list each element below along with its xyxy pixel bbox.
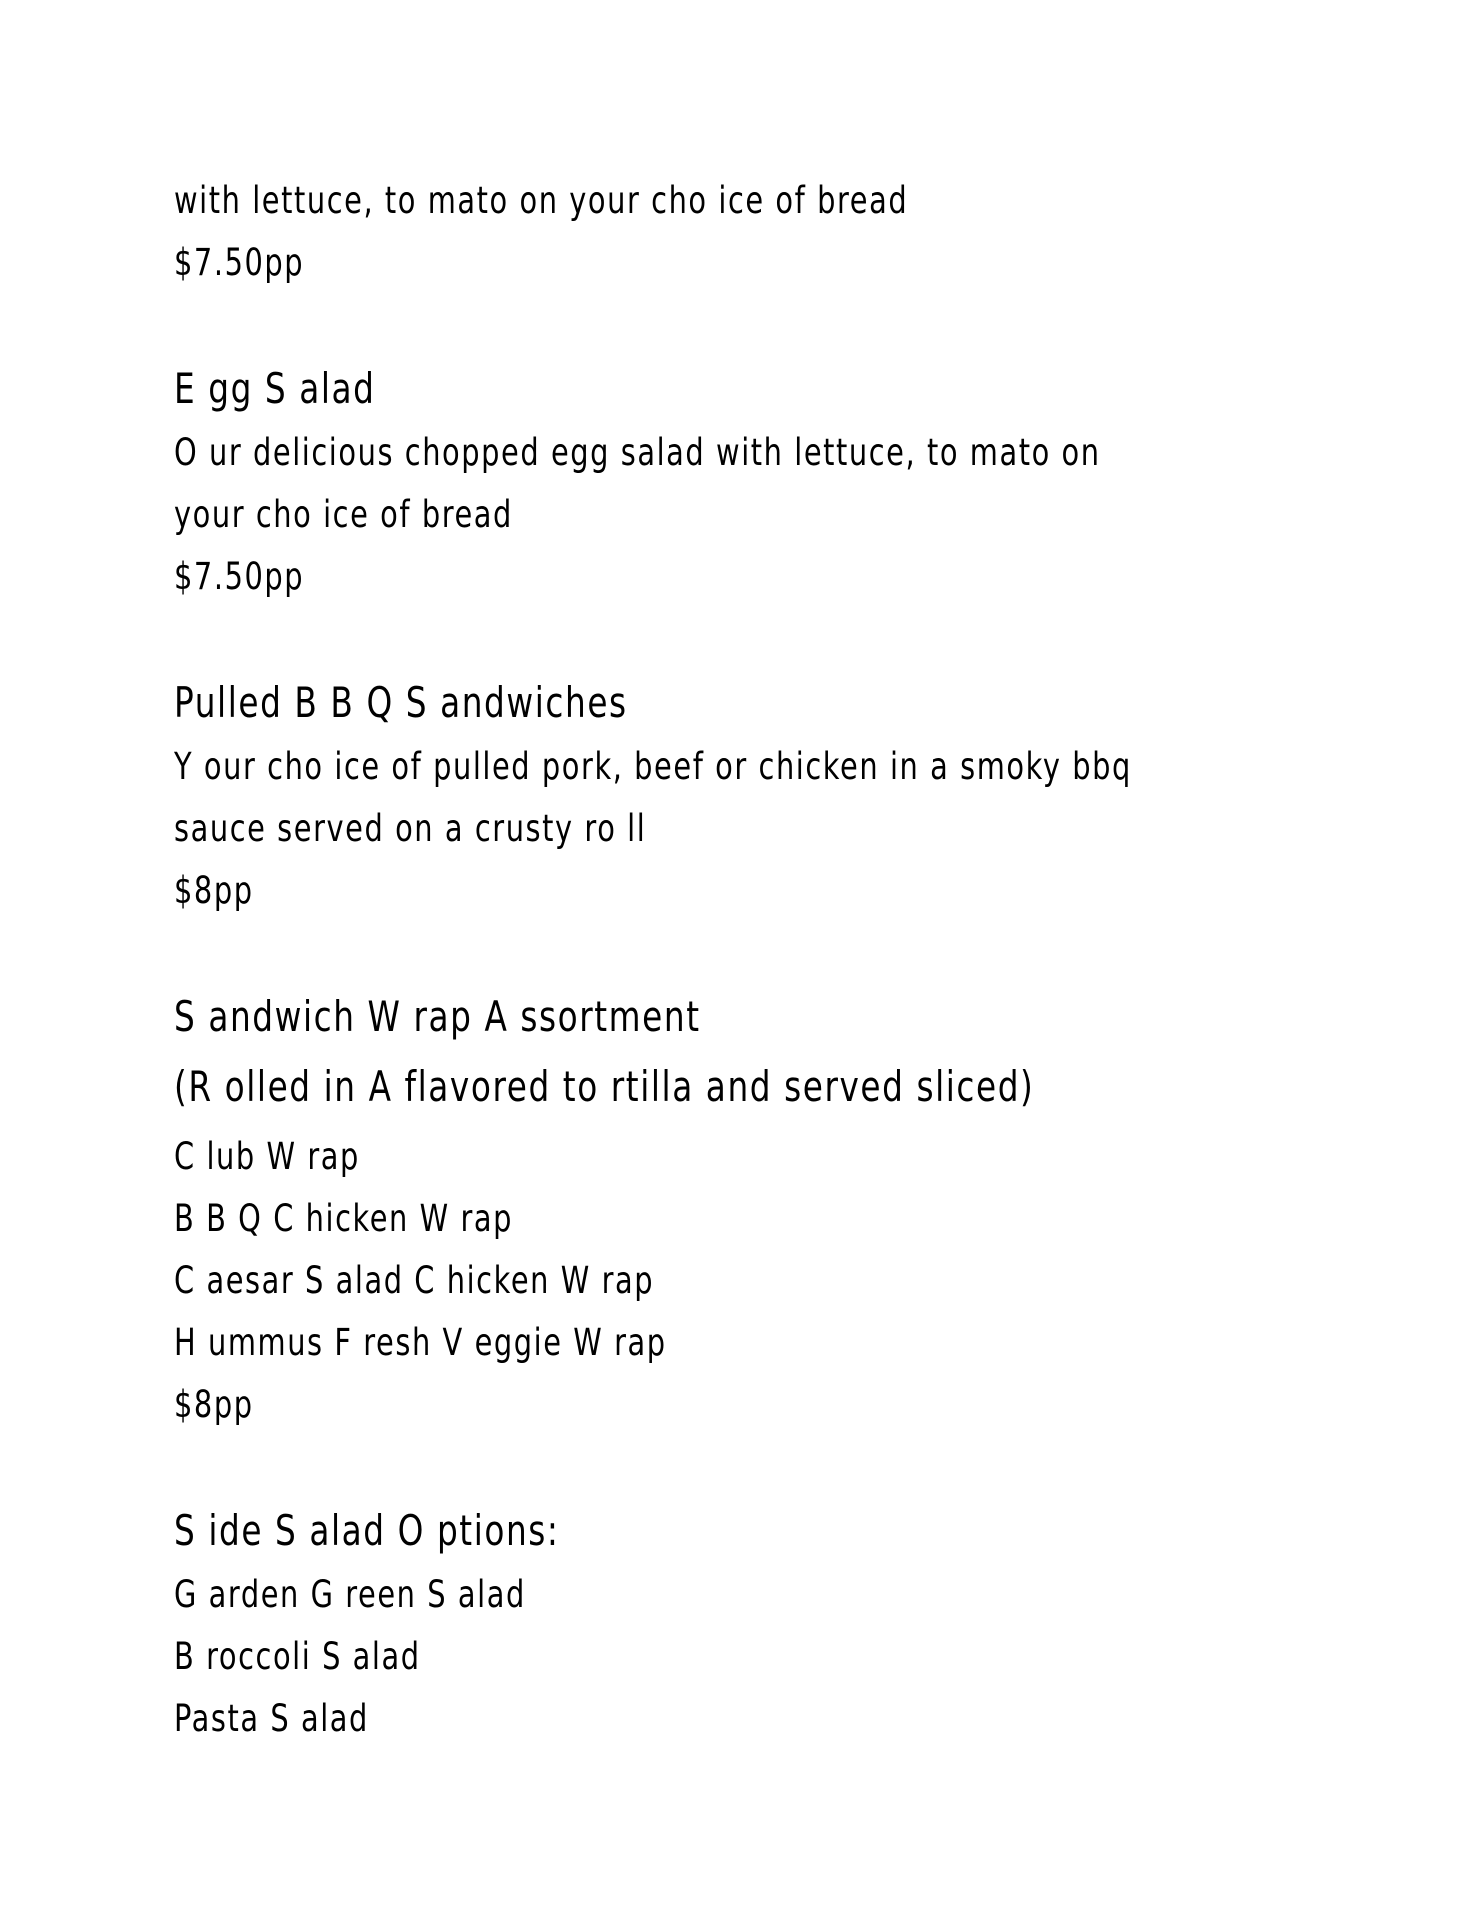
- pulled-bbq-title: Pulled B B Q S andwiches: [174, 678, 628, 727]
- wrap-item: B B Q C hicken W rap: [174, 1197, 514, 1240]
- egg-salad-description-line2: your cho ice of bread: [174, 493, 513, 536]
- egg-salad-description-line1: O ur delicious chopped egg salad with lettuce, to mato on: [174, 431, 1101, 474]
- pulled-bbq-description-line1: Y our cho ice of pulled pork, beef or chicken in a smoky bbq: [174, 745, 1132, 788]
- pulled-bbq-description-line2: sauce served on a crusty ro ll: [174, 807, 647, 850]
- wrap-item: H ummus F resh V eggie W rap: [174, 1321, 667, 1364]
- side-salad-options-title: S ide S alad O ptions:: [174, 1506, 560, 1555]
- wrap-assortment-subtitle: (R olled in A flavored to rtilla and served sliced): [174, 1062, 1035, 1111]
- intro-description: with lettuce, to mato on your cho ice of bread: [174, 179, 909, 222]
- intro-price: $7.50pp: [174, 241, 305, 284]
- side-salad-item: G arden G reen S alad: [174, 1573, 526, 1616]
- wrap-item: C aesar S alad C hicken W rap: [174, 1259, 655, 1302]
- egg-salad-price: $7.50pp: [174, 555, 305, 598]
- side-salad-item: B roccoli S alad: [174, 1635, 421, 1678]
- wrap-assortment-title: S andwich W rap A ssortment: [174, 992, 701, 1041]
- wrap-assortment-price: $8pp: [174, 1383, 254, 1426]
- wrap-item: C lub W rap: [174, 1135, 360, 1178]
- egg-salad-title: E gg S alad: [174, 364, 376, 413]
- pulled-bbq-price: $8pp: [174, 869, 254, 912]
- side-salad-item: Pasta S alad: [174, 1697, 369, 1740]
